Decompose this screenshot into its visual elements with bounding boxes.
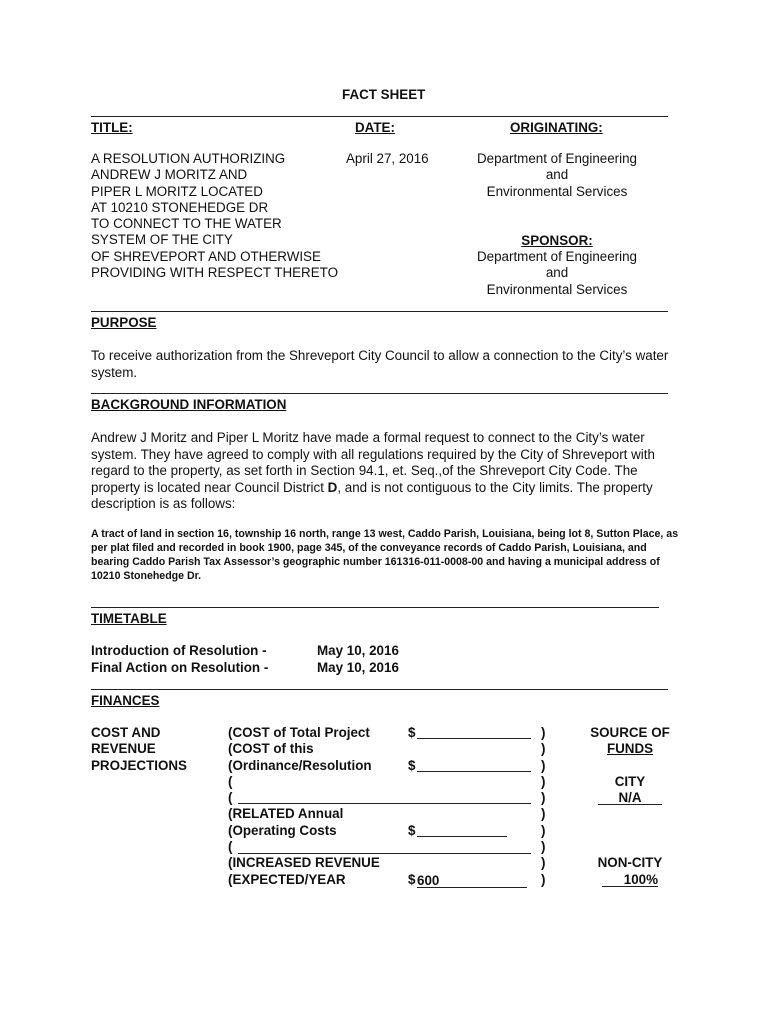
cost-revenue-label	[91, 725, 187, 774]
finances-heading: FINANCES	[91, 693, 160, 708]
amount-blank	[238, 841, 531, 854]
paren: )	[541, 855, 546, 871]
source-of-funds	[570, 725, 690, 888]
paren: )	[541, 741, 546, 757]
expected-amount: 600	[417, 874, 527, 888]
finance-item-text: (	[228, 839, 233, 855]
background-text-part: , and is not contiguous to the City limits. The property description is as follows:	[91, 479, 653, 511]
paren: )	[541, 806, 546, 822]
finance-items	[228, 725, 533, 888]
dollar-sign: $	[408, 871, 416, 887]
originating-department	[476, 151, 638, 200]
dollar-sign: $	[408, 757, 416, 773]
divider	[91, 689, 668, 690]
finance-item: (	[228, 773, 233, 789]
title-line: PROVIDING WITH RESPECT THERETO	[91, 265, 339, 281]
city-value: N/A	[598, 791, 662, 805]
amount-blank	[417, 726, 531, 739]
amount-blank	[417, 824, 507, 837]
paren: )	[541, 773, 546, 789]
amount-blank	[238, 791, 531, 804]
sponsor-department	[476, 249, 638, 298]
sponsor-line: and	[545, 265, 569, 281]
paren: )	[541, 822, 546, 838]
timetable-label: Introduction of Resolution -	[91, 643, 267, 658]
finance-item: (INCREASED REVENUE	[228, 855, 380, 871]
title-label: TITLE:	[91, 120, 133, 135]
source-heading-line: FUNDS	[606, 741, 654, 757]
title-line: TO CONNECT TO THE WATER	[91, 216, 282, 232]
divider	[91, 607, 659, 608]
divider	[91, 116, 668, 117]
background-heading: BACKGROUND INFORMATION	[91, 397, 287, 412]
council-district: D	[327, 479, 338, 495]
dollar-sign: $	[408, 725, 416, 740]
finance-label-line: REVENUE	[91, 741, 156, 757]
legal-description: A tract of land in section 16, township 16 north, range 13 west, Caddo Parish, Louisiana, being lot 8, Sutton Place, as per plat filed and recorded in book 1900, page 345, of the conveyance records of Caddo Parish, Louisiana, and bearing Caddo Parish Tax Assessor’s geographic number 161316-011-0008-00 and having a municipal address of 10210 Stonehedge Dr.	[91, 528, 679, 582]
paren: )	[541, 871, 546, 887]
divider	[91, 311, 668, 312]
paren: )	[541, 725, 546, 740]
finance-item	[228, 839, 533, 855]
finance-item	[228, 790, 533, 806]
timetable-label: Final Action on Resolution -	[91, 660, 269, 675]
finance-item: (COST of this	[228, 741, 314, 757]
finance-item-text: (EXPECTED/YEAR	[228, 871, 346, 887]
closing-parens	[541, 725, 545, 888]
purpose-text: To receive authorization from the Shreveport City Council to allow a connection to the City’s water system.	[91, 348, 669, 380]
sponsor-line: Environmental Services	[486, 281, 628, 297]
timetable-date: May 10, 2016	[317, 643, 399, 658]
paren: )	[541, 790, 546, 806]
finance-item-text: (Operating Costs	[228, 822, 337, 838]
title-line: A RESOLUTION AUTHORIZING	[91, 151, 286, 166]
finance-label-line: PROJECTIONS	[91, 757, 187, 773]
finance-item-text: (Ordinance/Resolution	[228, 757, 372, 773]
paren: )	[541, 839, 546, 855]
timetable-date: May 10, 2016	[317, 660, 399, 675]
background-text	[91, 430, 681, 513]
date-value: April 27, 2016	[346, 151, 429, 166]
sponsor-label: SPONSOR:	[521, 233, 593, 248]
title-line: ANDREW J MORITZ AND	[91, 167, 248, 183]
finance-item	[228, 758, 533, 774]
originating-line: Environmental Services	[486, 183, 628, 199]
originating-line: and	[545, 167, 569, 183]
sponsor-line: Department of Engineering	[476, 249, 638, 264]
finance-item	[228, 725, 533, 741]
source-heading-line: SOURCE OF	[590, 725, 670, 740]
finance-label-line: COST AND	[91, 725, 161, 740]
dollar-sign: $	[408, 822, 416, 838]
originating-line: Department of Engineering	[476, 151, 638, 166]
city-label: CITY	[614, 773, 646, 789]
timetable-heading: TIMETABLE	[91, 611, 167, 626]
background-text-part: Andrew J Moritz and Piper L Moritz have made a formal request to connect to the City’s water system. They have agreed to comply with all regulations required by the City of Shreveport with regard to the property, as set forth in Section 94.1, et. Seq.,of the Shreveport City Code. The property is located near Council District	[91, 430, 655, 495]
finance-item: (RELATED Annual	[228, 806, 344, 822]
originating-label: ORIGINATING:	[510, 120, 603, 135]
title-line: SYSTEM OF THE CITY	[91, 232, 233, 248]
resolution-title	[91, 151, 338, 281]
paren: )	[541, 757, 546, 773]
date-label: DATE:	[355, 120, 395, 135]
finance-item	[228, 823, 533, 839]
title-line: OF SHREVEPORT AND OTHERWISE	[91, 248, 321, 264]
divider	[91, 393, 668, 394]
finance-item	[228, 872, 533, 888]
finance-item-text: (	[228, 790, 233, 806]
title-line: AT 10210 STONEHEDGE DR	[91, 199, 269, 215]
noncity-label: NON-CITY	[597, 855, 663, 871]
purpose-heading: PURPOSE	[91, 315, 157, 330]
finance-item-text: (COST of Total Project	[228, 725, 370, 740]
page-title: FACT SHEET	[342, 87, 426, 102]
amount-blank	[417, 759, 531, 772]
noncity-value: 100%	[602, 873, 658, 887]
title-line: PIPER L MORITZ LOCATED	[91, 183, 263, 199]
